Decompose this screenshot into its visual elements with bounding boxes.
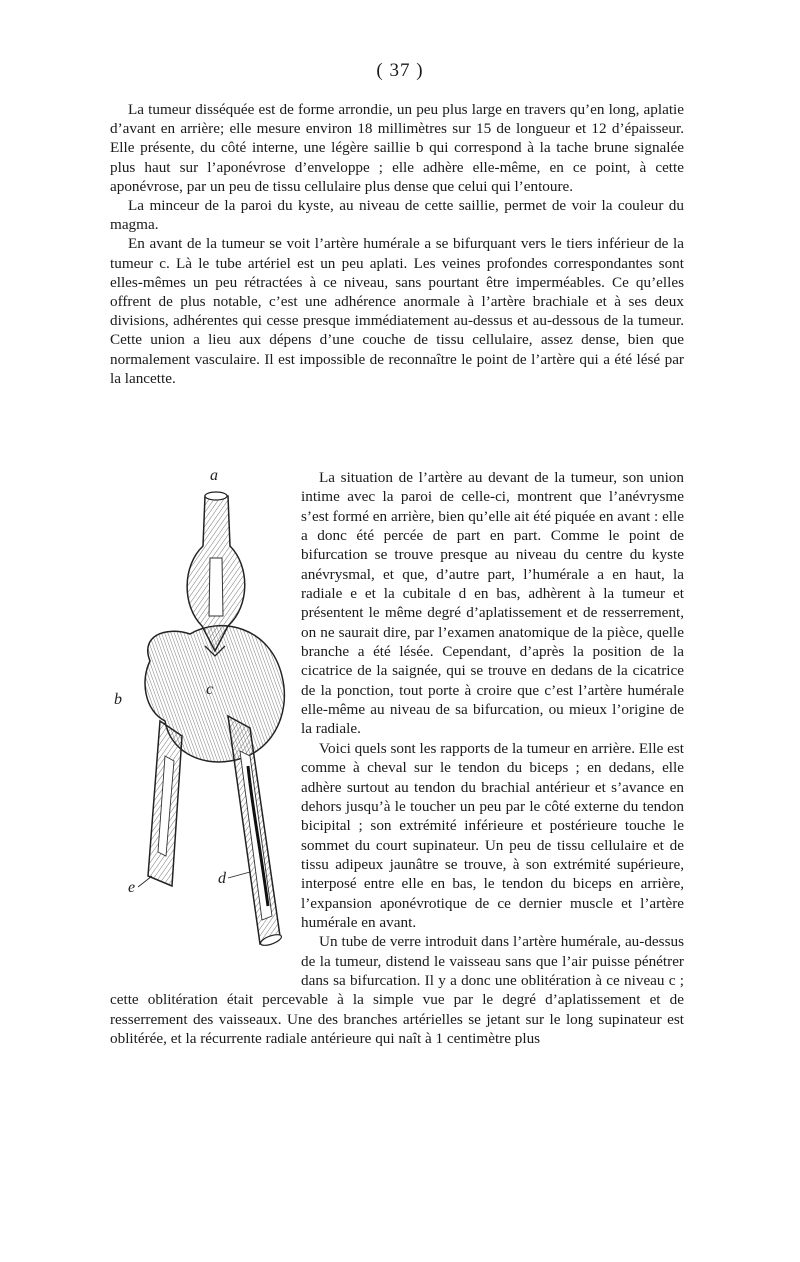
paragraph-posterior-relations: Voici quels sont les rapports de la tumeur en arrière. Elle est comme à cheval sur le tendon du biceps ; en dedans, elle adhère surtout au tendon du brachial antérieur et s’avance en dehors jusqu’à le toucher un peu par le côté externe du tendon bicipital ; son extrémité inférieure et postérieure touche le sommet du court supinateur. Un peu de tissu cellulaire et de tissu adipeux jaunâtre se trouve, à son extrémité supérieure, interposé entre elle en bas, le tendon du biceps en arrière, l’expansion aponévrotique de ce dernier muscle et l’artère humérale en avant. — [301, 739, 684, 931]
figure-label-a: a — [210, 467, 218, 484]
paragraph-tumor-description: La tumeur disséquée est de forme arrondie, un peu plus large en travers qu’en long, aplatie d’avant en arrière; elle mesure environ 18 millimètres sur 15 de longueur et 12 d’épaisseur. Elle présente, du côté interne, une légère saillie b qui correspond à la tache brune signalée plus haut sur l’aponévrose d’enveloppe ; elle adhère elle-même, en ce point, à cette aponévrose, par un peu de tissu cellulaire plus dense que celui qui l’entoure. — [110, 101, 684, 195]
figure-label-b: b — [114, 691, 122, 708]
figure-label-c: c — [206, 681, 214, 698]
paragraph-cyst-wall: La minceur de la paroi du kyste, au niveau de cette saillie, permet de voir la couleur du magma. — [110, 197, 684, 234]
page-number: ( 37 ) — [376, 60, 424, 81]
figure-label-d: d — [218, 870, 226, 887]
wrapped-text-block — [110, 468, 684, 1048]
paragraph-glass-tube: Un tube de verre introduit dans l’artère humérale, au-dessus de la tumeur, distend le vaisseau sans que l’air puisse pénétrer dans sa bifurcation. Il y a donc une oblitération à ce niveau c ; cette oblitération était percevable à la simple vue par le degré d’aplatissement et de resserrement des vaisseaux. Une des branches artérielles se jetant sur le long supinateur est oblitérée, et la récurrente radiale antérieure qui naît à 1 centimètre plus — [110, 933, 684, 1047]
paragraph-artery-situation: La situation de l’artère au devant de la tumeur, son union intime avec la paroi de celle-ci, montrent que l’anévrysme s’est formé en arrière, bien qu’elle ait été piquée en avant : elle a donc été percée de part en part. Comme le point de bifurcation se trouve presque au niveau du centre du kyste anévrysmal, et que, d’autre part, l’humérale a en haut, la radiale e et la cubitale d en bas, adhèrent à la tumeur et présentent le même degré d’aplatissement et de resserrement, on ne saurait dire, par l’examen anatomique de la pièce, quelle branche a été lésée. Cependant, d’après la position de la cicatrice de la saignée, qui se trouve en dedans de la cicatrice de la ponction, tout porte à croire que c’est l’artère humérale elle-même au niveau de sa bifurcation, ou mieux l’origine de la radiale. — [301, 469, 684, 738]
paragraph-humeral-artery: En avant de la tumeur se voit l’artère humérale a se bifurquant vers le tiers inférieur de la tumeur c. Là le tube artériel est un peu aplati. Les veines profondes correspondantes sont elles-mêmes un peu rétractées à ce niveau, sans pourtant être imperméables. Ce qu’elles offrent de plus notable, c’est une adhérence anormale à l’artère brachiale et à ses deux divisions, adhérentes qui cesse presque immédiatement au-dessus et au-dessous de la tumeur. Cette union a lieu aux dépens d’une couche de tissu cellulaire, assez dense, bien que normalement vasculaire. Il est impossible de reconnaître le point de l’artère qui a été lésé par la lancette. — [110, 235, 684, 387]
top-text-block — [110, 100, 684, 388]
figure-label-e: e — [128, 879, 136, 896]
anatomical-figure — [110, 466, 295, 976]
aneurysm-engraving — [110, 466, 295, 976]
